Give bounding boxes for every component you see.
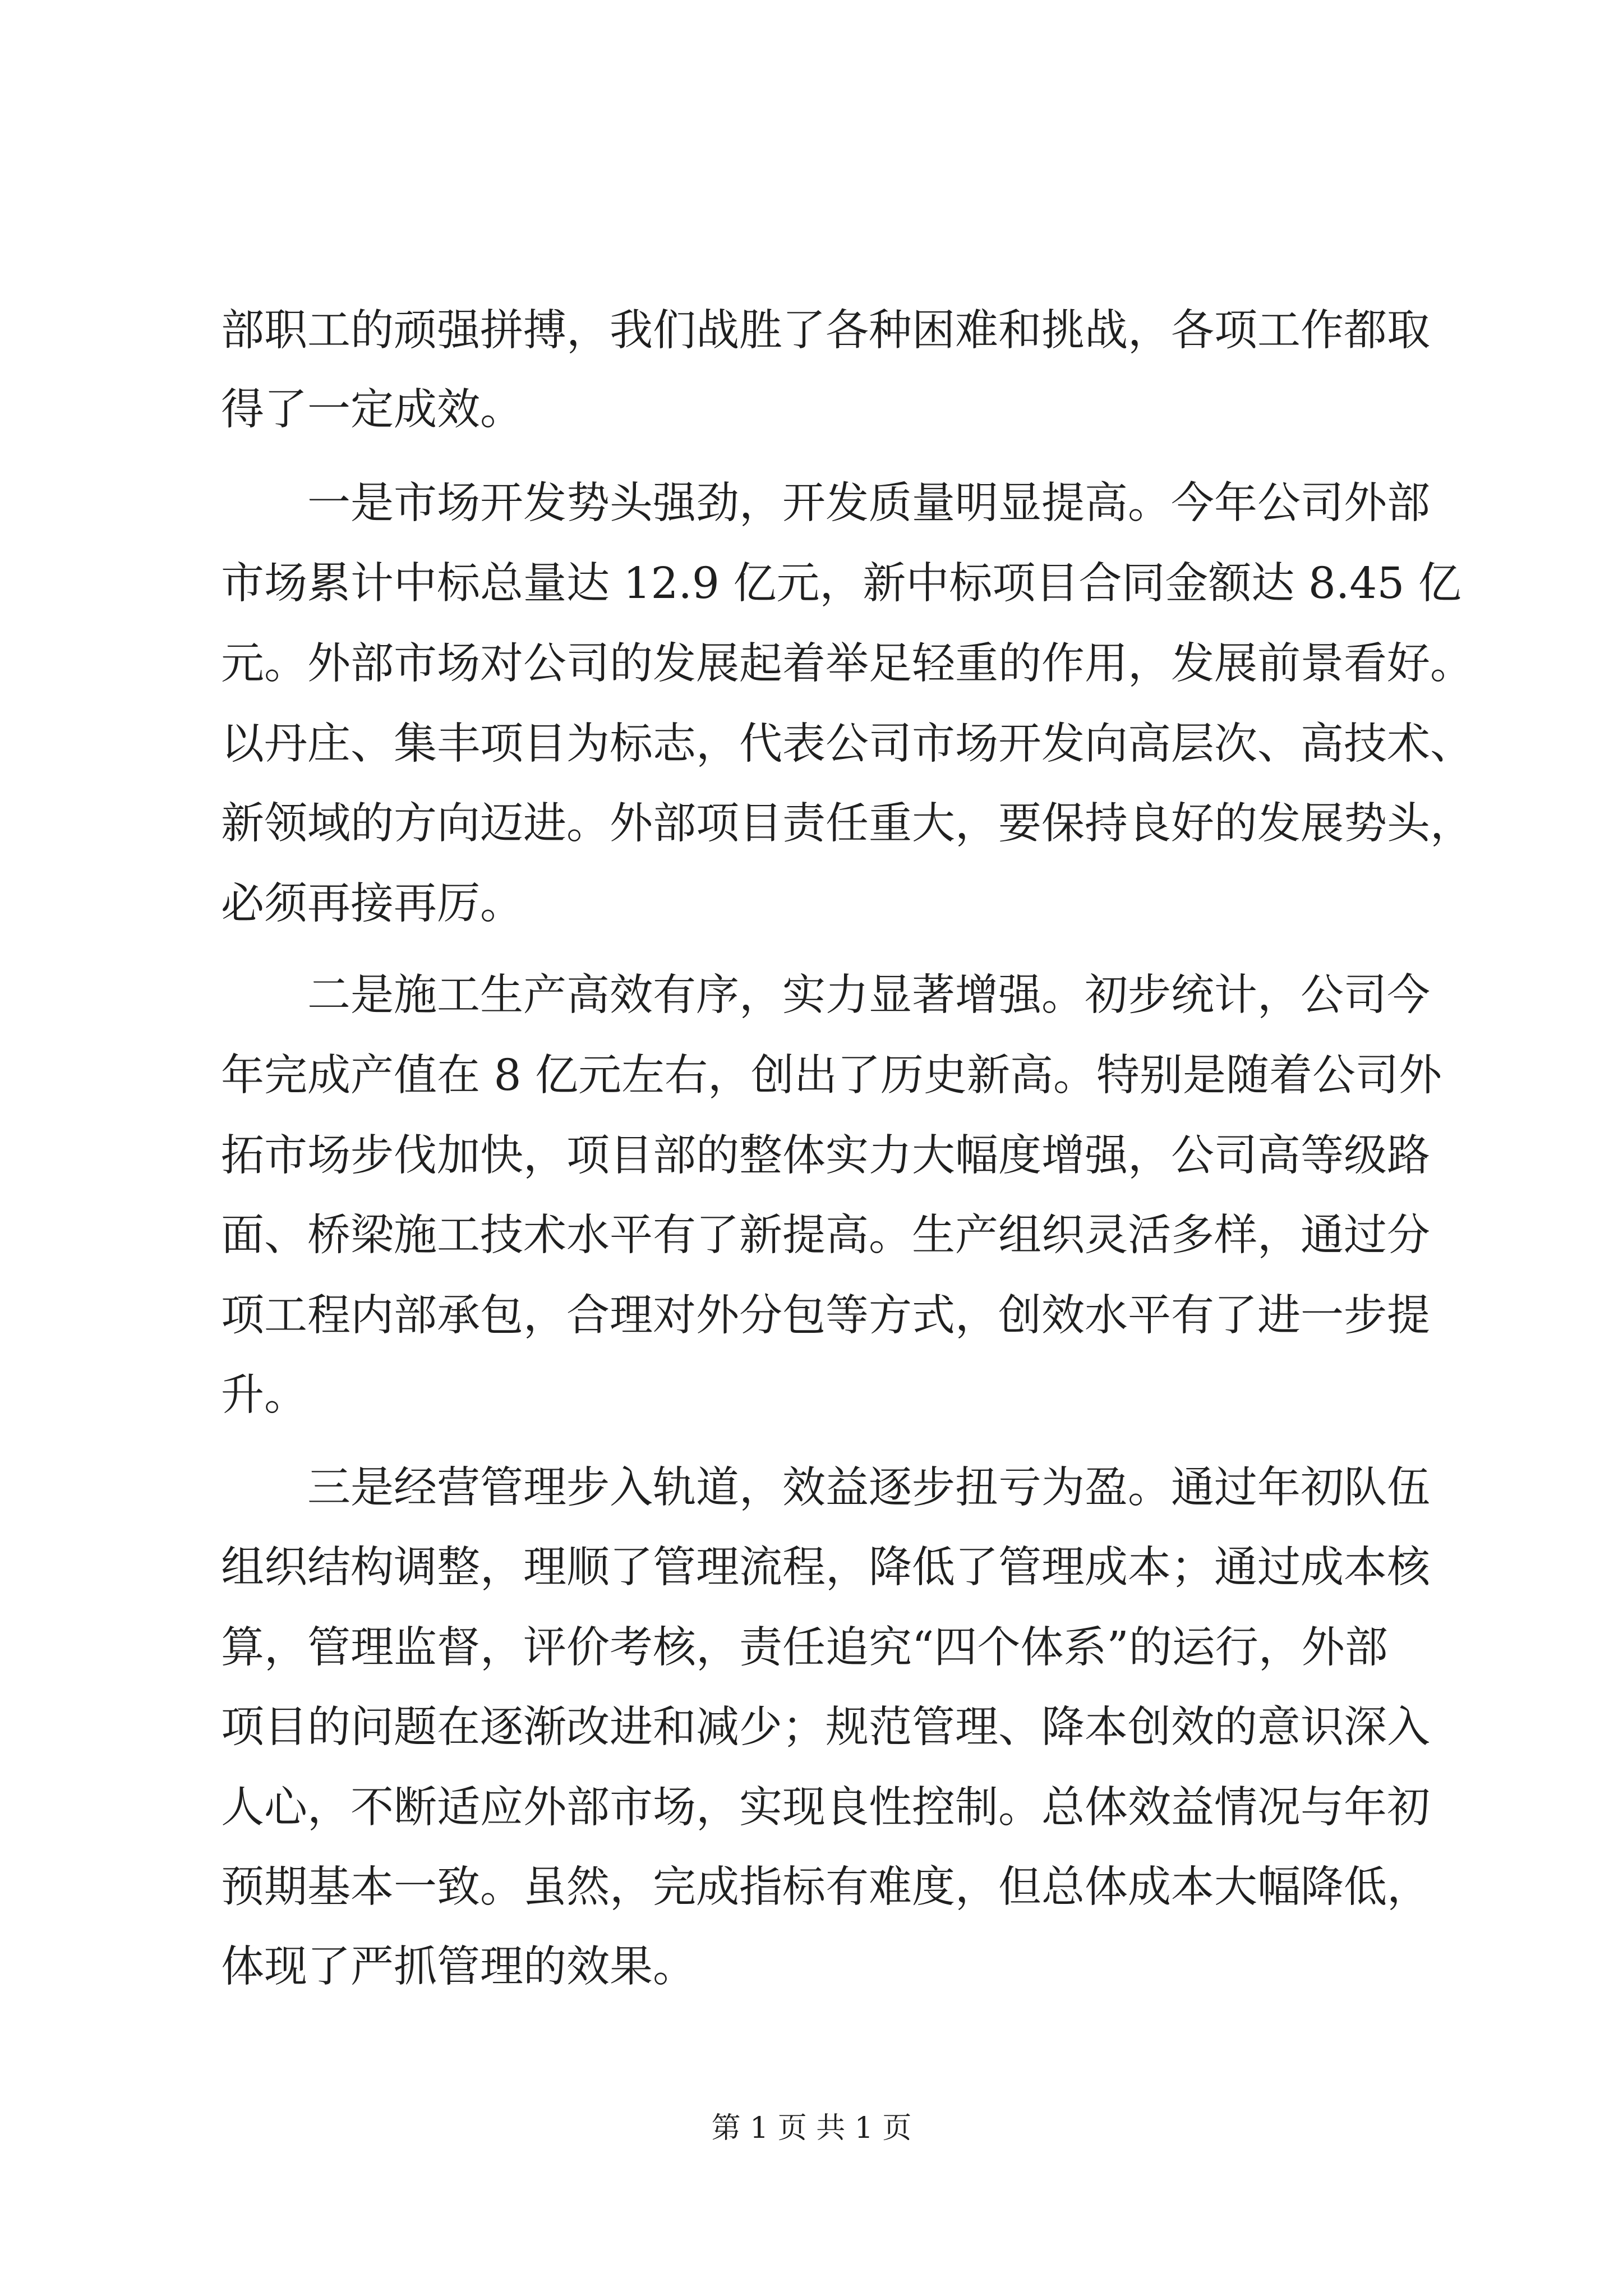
body-line: 以丹庄、集丰项目为标志，代表公司市场开发向高层次、高技术、 bbox=[221, 719, 1473, 769]
body-line: 人心，不断适应外部市场，实现良性控制。总体效益情况与年初 bbox=[221, 1783, 1430, 1833]
body-line: 市场累计中标总量达 12.9 亿元，新中标项目合同金额达 8.45 亿 bbox=[221, 559, 1461, 609]
body-line: 年完成产值在 8 亿元左右，创出了历史新高。特别是随着公司外 bbox=[221, 1051, 1442, 1101]
body-line: 新领域的方向迈进。外部项目责任重大，要保持良好的发展势头， bbox=[221, 799, 1473, 849]
body-line: 算，管理监督，评价考核，责任追究“四个体系”的运行，外部 bbox=[221, 1623, 1388, 1673]
body-line: 三是经营管理步入轨道，效益逐步扭亏为盈。通过年初队伍 bbox=[221, 1463, 1430, 1513]
body-line: 元。外部市场对公司的发展起着举足轻重的作用，发展前景看好。 bbox=[221, 639, 1473, 689]
body-line: 部职工的顽强拼搏，我们战胜了各种困难和挑战，各项工作都取 bbox=[221, 306, 1430, 356]
body-line: 拓市场步伐加快，项目部的整体实力大幅度增强，公司高等级路 bbox=[221, 1131, 1430, 1181]
body-line: 预期基本一致。虽然，完成指标有难度，但总体成本大幅降低， bbox=[221, 1862, 1430, 1912]
body-line: 项工程内部承包，合理对外分包等方式，创效水平有了进一步提 bbox=[221, 1291, 1430, 1341]
body-line: 面、桥梁施工技术水平有了新提高。生产组织灵活多样，通过分 bbox=[221, 1211, 1430, 1260]
body-line: 体现了严抓管理的效果。 bbox=[221, 1942, 696, 1992]
body-line: 组织结构调整，理顺了管理流程，降低了管理成本；通过成本核 bbox=[221, 1543, 1430, 1593]
body-line: 一是市场开发势头强劲，开发质量明显提高。今年公司外部 bbox=[221, 478, 1430, 528]
body-line: 二是施工生产高效有序，实力显著增强。初步统计，公司今 bbox=[221, 970, 1430, 1020]
body-line: 升。 bbox=[221, 1370, 307, 1420]
page-number-footer: 第 1 页 共 1 页 bbox=[711, 2111, 912, 2145]
body-line: 项目的问题在逐渐改进和减少；规范管理、降本创效的意识深入 bbox=[221, 1703, 1430, 1752]
body-line: 得了一定成效。 bbox=[221, 385, 523, 435]
body-line: 必须再接再厉。 bbox=[221, 879, 523, 929]
